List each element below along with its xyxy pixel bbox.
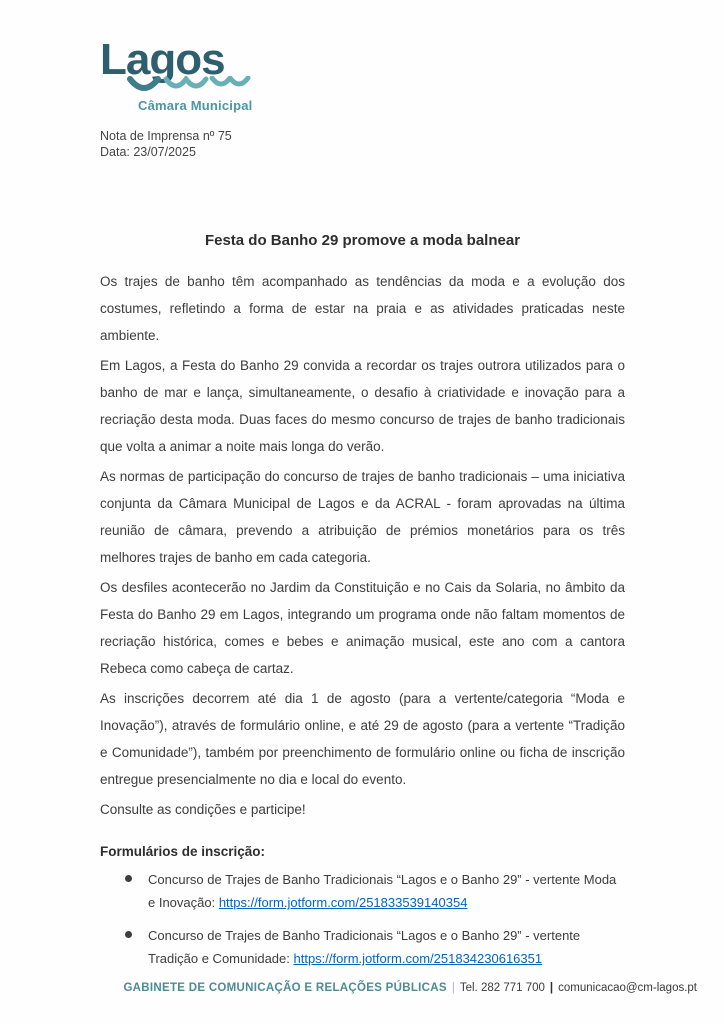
press-note-number: Nota de Imprensa nº 75 [100, 129, 232, 143]
jotform-link-tradicao-comunidade[interactable]: https://form.jotform.com/251834230616351 [293, 951, 543, 966]
footer-separator: | [549, 982, 554, 994]
logo-subtitle: Câmara Municipal [138, 98, 253, 113]
document-meta [100, 128, 625, 160]
logo-wordmark: Lagos [100, 35, 225, 84]
paragraph: Em Lagos, a Festa do Banho 29 convida a recordar os trajes outrora utilizados para o banho de mar e lança, simultaneamente, o desafio à criatividade e inovação para a recriação desta moda. Duas faces do mesmo concurso de trajes de banho tradicionais que volta a animar a noite mais longa do verão. [100, 358, 625, 454]
footer-department: GABINETE DE COMUNICAÇÃO E RELAÇÕES PÚBLICAS [123, 982, 447, 994]
list-item [100, 924, 625, 970]
footer-contact-bar [123, 982, 697, 994]
forms-section-heading: Formulários de inscrição: [100, 844, 266, 859]
form-item-text: Concurso de Trajes de Banho Tradicionais “Lagos e o Banho 29” - vertente Moda e Inovação: [148, 872, 617, 910]
footer-separator: | [451, 982, 455, 994]
page-title: Festa do Banho 29 promove a moda balnear [204, 232, 521, 249]
jotform-link-moda-inovacao[interactable]: https://form.jotform.com/251833539140354 [218, 895, 468, 910]
bullet-icon [125, 931, 132, 938]
forms-list [100, 868, 625, 970]
paragraph: Os desfiles acontecerão no Jardim da Constituição e no Cais da Solaria, no âmbito da Festa do Banho 29 em Lagos, integrando um programa onde não faltam momentos de recriação histórica, comes e bebes e animação musical, este ano com a cantora Rebeca como cabeça de cartaz. [100, 580, 625, 676]
body-text [100, 268, 625, 823]
footer-phone: Tel. 282 771 700 [459, 982, 545, 994]
list-item [100, 868, 625, 914]
bullet-icon [125, 875, 132, 882]
paragraph-call-to-action: Consulte as condições e participe! [100, 802, 306, 817]
lagos-municipality-logo [100, 35, 260, 113]
form-item-text: Concurso de Trajes de Banho Tradicionais “Lagos e o Banho 29” - vertente Tradição e Comunidade: [148, 928, 581, 966]
paragraph: Os trajes de banho têm acompanhado as tendências da moda e a evolução dos costumes, refletindo a forma de estar na praia e as atividades praticadas neste ambiente. [100, 274, 625, 343]
press-note-date: Data: 23/07/2025 [100, 145, 196, 159]
footer-email[interactable]: comunicacao@cm-lagos.pt [558, 982, 697, 994]
paragraph: As normas de participação do concurso de trajes de banho tradicionais – uma iniciativa conjunta da Câmara Municipal de Lagos e da ACRAL - foram aprovadas na última reunião de câmara, prevendo a atribuição de prémios monetários para os três melhores trajes de banho em cada categoria. [100, 469, 625, 565]
paragraph: As inscrições decorrem até dia 1 de agosto (para a vertente/categoria “Moda e Inovação”), através de formulário online, e até 29 de agosto (para a vertente “Tradição e Comunidade”), também por preenchimento de formulário online ou ficha de inscrição entregue presencialmente no dia e local do evento. [100, 691, 625, 787]
